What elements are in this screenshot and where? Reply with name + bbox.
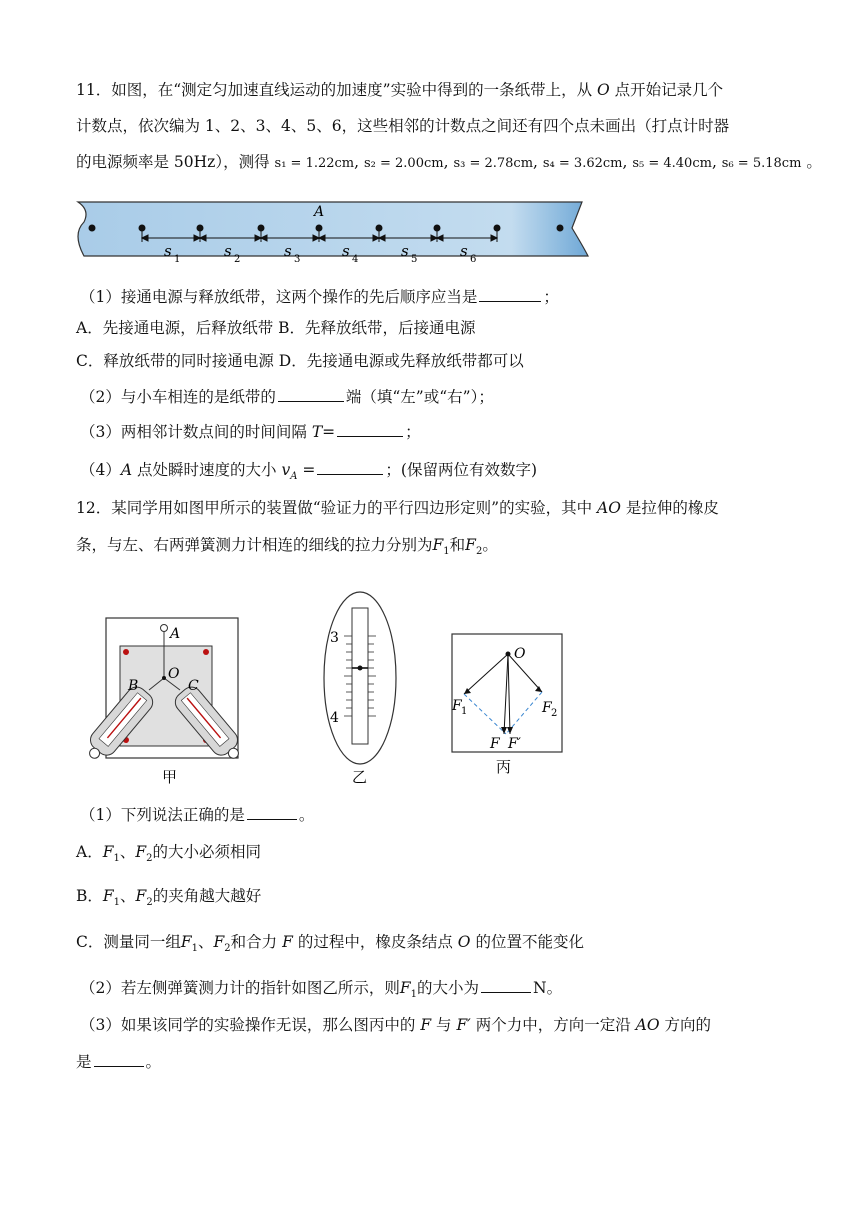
- bing-label-f1: F: [452, 698, 462, 714]
- q12-part1: （1）下列说法正确的是 。: [80, 803, 314, 825]
- jia-label-a: A: [170, 626, 181, 642]
- tape-point-a-label: A: [314, 204, 325, 220]
- q11-options-ab: A．先接通电源，后释放纸带 B．先释放纸带，后接通电源: [76, 319, 476, 337]
- svg-text:2: 2: [234, 254, 241, 265]
- q12-part2: （2）若左侧弹簧测力计的指针如图乙所示，则$F_1$的大小为 N。: [80, 976, 562, 1005]
- yi-tick-4: 4: [330, 710, 339, 726]
- q12-option-a: A．$F_1$、$F_2$的大小必须相同: [76, 843, 262, 865]
- answer-blank-11-4[interactable]: [317, 458, 383, 475]
- measurement-s3: s₃ = 2.78cm: [453, 156, 534, 171]
- measurement-s2: s₂ = 2.00cm: [363, 156, 444, 171]
- svg-text:5: 5: [411, 254, 418, 265]
- jia-caption: 甲: [162, 768, 178, 786]
- svg-text:6: 6: [470, 254, 477, 265]
- svg-text:2: 2: [551, 708, 558, 719]
- bing-label-fprime: F′: [508, 736, 521, 752]
- answer-blank-11-3[interactable]: [337, 420, 403, 437]
- figure-yi: [314, 588, 414, 788]
- svg-text:4: 4: [352, 254, 359, 265]
- q12-option-b: B．$F_1$、$F_2$的夹角越大越好: [76, 887, 262, 909]
- tape-dot-left: [89, 225, 96, 232]
- answer-blank-12-1[interactable]: [247, 803, 297, 820]
- q11-part1: （1）接通电源与释放纸带，这两个操作的先后顺序应当是 ；: [80, 285, 559, 307]
- seg-label-6: s: [460, 242, 468, 260]
- jia-label-c: C: [188, 678, 199, 694]
- q11-line3: 的电源频率是 50Hz），测得 s₁ = 1.22cm, s₂ = 2.00cm, s₃ = 2.78cm, s₄ = 3.62cm, s₅ = 4.40cm, s₆ = 5.18cm 。: [76, 153, 822, 171]
- answer-blank-12-3[interactable]: [94, 1050, 144, 1067]
- measurement-s4: s₄ = 3.62cm: [542, 156, 623, 171]
- seg-label-5: s: [401, 242, 409, 260]
- answer-blank-11-1[interactable]: [479, 285, 541, 302]
- measurement-s1: s₁ = 1.22cm: [274, 156, 355, 171]
- yi-tick-3: 3: [330, 630, 339, 646]
- q12-line2: 条，与左、右两弹簧测力计相连的细线的拉力分别为$F_1$和$F_2$。: [76, 536, 498, 558]
- seg-label-3: s: [284, 242, 292, 260]
- seg-label-1: s: [164, 242, 172, 260]
- svg-text:3: 3: [294, 254, 301, 265]
- svg-text:1: 1: [174, 254, 181, 265]
- jia-label-b: B: [128, 678, 139, 694]
- jia-label-o: O: [168, 666, 180, 682]
- q11-options-cd: C．释放纸带的同时接通电源 D．先接通电源或先释放纸带都可以: [76, 352, 524, 370]
- svg-text:1: 1: [461, 706, 468, 717]
- tape-dot-right: [557, 225, 564, 232]
- q12-option-c: C．测量同一组$F_1$、$F_2$和合力 F 的过程中，橡皮条结点 O 的位置不能变化: [76, 933, 584, 955]
- bing-label-f: F: [490, 736, 500, 752]
- q12-part3: （3）如果该同学的实验操作无误，那么图丙中的 F 与 F′ 两个力中，方向一定沿 AO 方向的: [80, 1016, 711, 1034]
- answer-blank-12-2[interactable]: [481, 976, 531, 993]
- q11-line2: 计数点，依次编为 1、2、3、4、5、6，这些相邻的计数点之间还有四个点未画出（打点计时器: [76, 117, 730, 135]
- seg-label-2: s: [224, 242, 232, 260]
- answer-blank-11-2[interactable]: [278, 385, 344, 402]
- bing-label-o: O: [514, 646, 526, 662]
- figure-jia: [74, 612, 274, 788]
- q11-line1: 11．如图，在“测定匀加速直线运动的加速度”实验中得到的一条纸带上，从 O 点开始记录几个: [76, 81, 724, 99]
- seg-label-4: s: [342, 242, 350, 260]
- measurement-s6: s₆ = 5.18cm: [721, 156, 802, 171]
- bing-label-f2: F: [542, 700, 552, 716]
- tape-body: [78, 202, 588, 256]
- point-o: O: [597, 81, 610, 99]
- q12-part3-line2: 是 。: [76, 1050, 161, 1072]
- q12-line1: 12．某同学用如图甲所示的装置做“验证力的平行四边形定则”的实验，其中 AO 是拉伸的橡皮: [76, 499, 719, 517]
- paper-tape-figure: [74, 196, 594, 266]
- q11-part3: （3）两相邻计数点间的时间间隔 T= ；: [80, 420, 421, 442]
- yi-caption: 乙: [352, 768, 368, 786]
- q11-part4: （4）A 点处瞬时速度的大小 $v_A$ = ；(保留两位有效数字): [80, 458, 537, 487]
- measurement-s5: s₅ = 4.40cm: [632, 156, 712, 171]
- figure-bing: [448, 630, 568, 780]
- q11-part2: （2）与小车相连的是纸带的 端（填“左”或“右”）；: [80, 385, 494, 407]
- bing-caption: 丙: [496, 758, 512, 776]
